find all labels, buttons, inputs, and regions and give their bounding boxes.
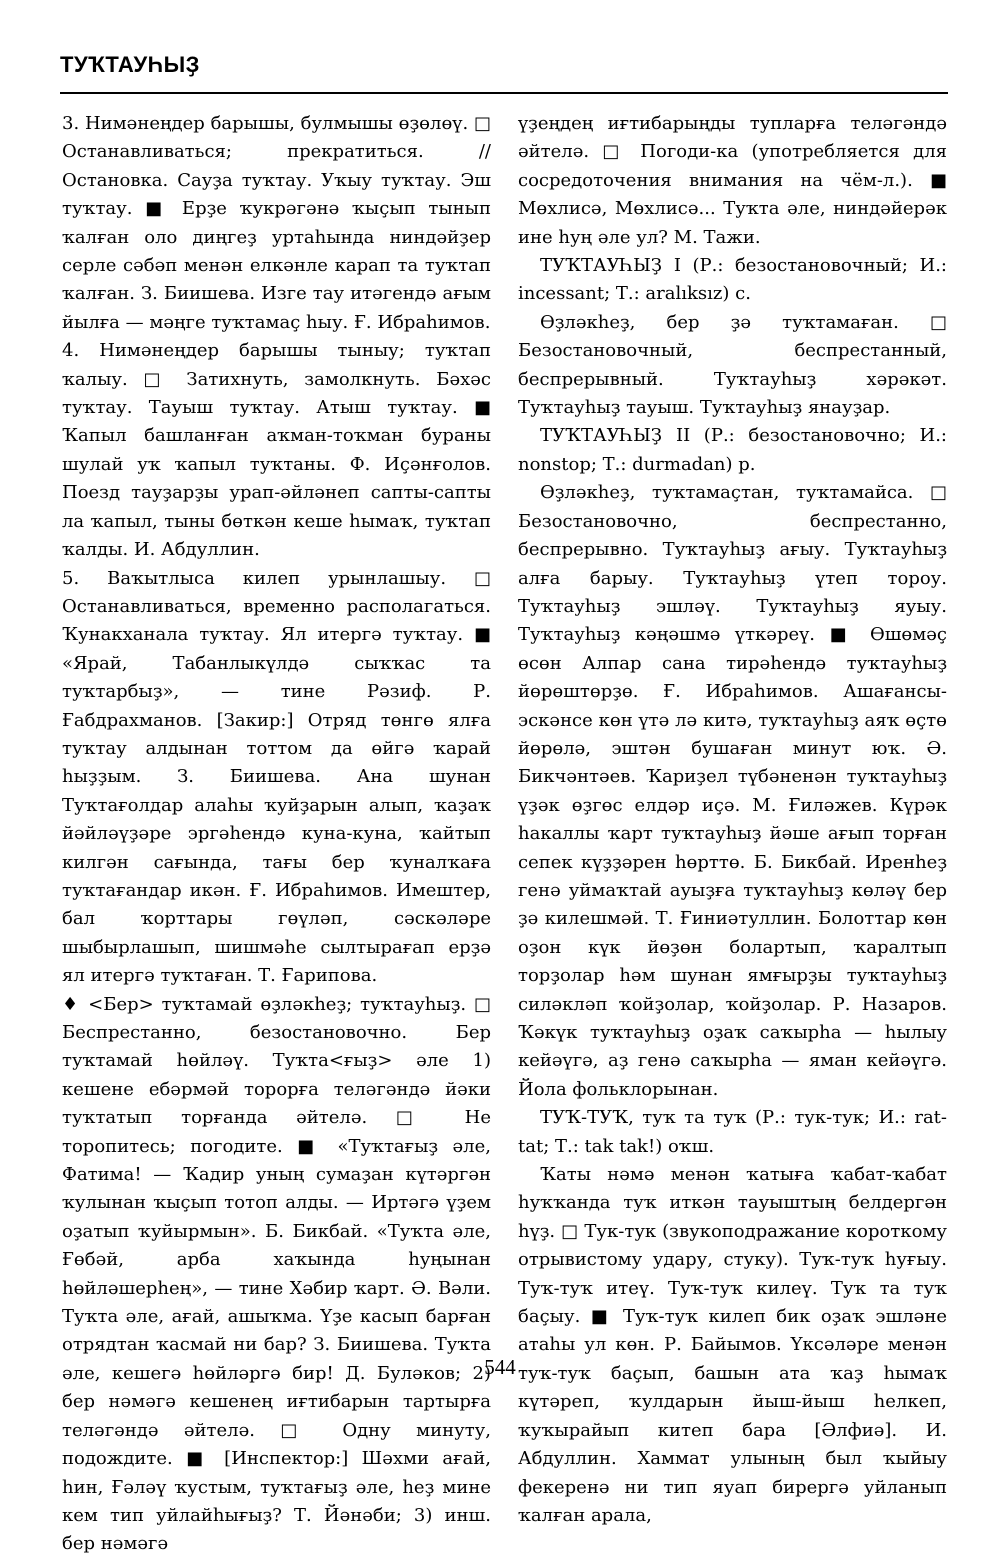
header-rule: [60, 92, 948, 94]
headword-entry: ТУҠ-ТУҠ, туҡ та туҡ (Р.: тук-тук; И.: rat-tat; Т.: tak tak!) оҡш.: [518, 1107, 947, 1157]
entry-paragraph: Өҙләкһеҙ, туҡтамаҫтан, туҡтамайса. □ Безостановочно, беспрестанно, беспрерывно. Туҡтауһыҙ ағыу. Туҡтауһыҙ алға барыу. Туҡтауһыҙ үтеп тороу. Туҡтауһыҙ эшләү. Туҡтауһыҙ яуыу. Туҡтауһыҙ кәңәшмә үткәреү. ■ Өшөмәҫ өсөн Алпар сана тирәһендә туҡтауһыҙ йөрөштөрҙө. Ғ. Ибраһимов. Ашағансы-эскәнсе көн үтә лә китә, туҡтауһыҙ аяҡ өҫтө йөрөлә, эштән бушаған минут юҡ. Ә. Бикчәнтәев. Ҡариҙел түбәненән туҡтауһыҙ үҙәк өҙгөс елдәр иҫә. М. Ғиләжев. Күрәк һакаллы ҡарт туҡтауһыҙ йәше ағып торған сепек күҙҙәрен һөрттө. Б. Бикбай. Иренһеҙ генә уймаҡтай ауыҙға туҡтауһыҙ көләү бер ҙә килешмәй. Т. Ғиниәтуллин. Болоттар көн оҙон күк йөҙөн болартып, ҡаралтып торҙолар һәм шунан ямғырҙы туҡтауһыҙ силәкләп ҡойҙолар, ҡойҙолар. Р. Назаров. Ҡәкүк туҡтауһыҙ оҙаҡ саҡырһа — һылыу кейәүгә, аҙ генә саҡырһа — яман кейәүгә. Йола фольклорынан.: [518, 482, 947, 1100]
entry-paragraph: 4. Нимәнеңдер барышы тыныу; туҡтап ҡалыу. □ Затихнуть, замолкнуть. Бәхәс туҡтау. Тауыш туҡтау. Атыш туҡтау. ■ Ҡапыл башланған аҡман-тоҡман бураны шулай уҡ ҡапыл туҡтаны. Ф. Иҫәнғолов. Поезд тауҙарҙы урап-әйләнеп сапты-сапты ла ҡапыл, тыны бөткән кеше һымаҡ, туҡтап ҡалды. И. Абдуллин.: [62, 340, 491, 561]
entry-paragraph: Ҡаты нәмә менән ҡатыға ҡабат-ҡабат һуҡҡанда туҡ иткән тауыштың белдергән һүҙ. □ Тук-тук (звукоподражание короткому отрывистому удару, стуку). Туҡ-туҡ һуғыу. Туҡ-туҡ итеү. Туҡ-туҡ килеү. Туҡ та туҡ баҫыу. ■ Туҡ-туҡ килеп бик оҙаҡ эшләне атаһы ул көн. Р. Байымов. Үксәләре менән туҡ-туҡ баҫып, башын ата ҡаҙ һымаҡ күтәреп, ҡулдарын йыш-йыш һелкеп, ҡуҡырайып китеп бара [Әлфиә]. И. Абдуллин. Хаммат улының был ҡыйыу фекеренә ни тип яуап бирергә уйланып ҡалған арала,: [518, 1164, 947, 1526]
entry-paragraph: үҙеңдең иғтибарыңды тупларға теләгәндә әйтелә. □ Погоди-ка (употребляется для сосредоточения внимания на чём-л.). ■ Мөхлисә, Мөхлисә... Туҡта әле, ниндәйерәк ине һуң әле ул? М. Тажи.: [518, 113, 947, 248]
entry-paragraph: Өҙләкһеҙ, бер ҙә туҡтамаған. □ Безостановочный, беспрестанный, беспрерывный. Туҡтауһыҙ хәрәкәт. Туҡтауһыҙ тауыш. Туҡтауһыҙ янауҙар.: [518, 311, 947, 419]
entry-paragraph: 3. Нимәнеңдер барышы, булмышы өҙөлөү. □ Останавливаться; прекратиться. // Остановка. Сауҙа туҡтау. Уҡыу туҡтау. Эш туҡтау. ■ Ерҙе ҡукрәгәнә ҡыҫып тынып ҡалған оло диңгеҙ уртаһында ниндәйҙер серле сәбәп менән елкәнле карап та туҡтап ҡалған. З. Биишева. Изге тау итәгендә ағым йылға — мәңге туҡтамаҫ һыу. Ғ. Ибраһимов.: [62, 113, 491, 333]
running-head: ТУҠТАУҺЫҘ: [60, 52, 200, 77]
right-column: [518, 110, 947, 1530]
entry-paragraph: 5. Ваҡытлыса килеп урынлашыу. □ Останавливаться, временно располагаться. Ҡунакханала туҡтау. Ял итергә туҡтау. ■ «Ярай, Табанлыкүлдә сыҡҡас та туҡтарбыҙ», — тине Рәзиф. Р. Ғабдрахманов. [Закир:] Отряд төнгө ялға туҡтау алдынан тоттом да өйгә ҡарай һыҙҙым. З. Биишева. Ана шунан Туҡтағолдар алаһы ҡуйҙарын алып, ҡаҙаҡ йәйләүҙәре эргәһендә куна-куна, ҡайтып килгән сағында, тағы бер ҡуналҡаға туҡтағандар икән. Ғ. Ибраһимов. Имештер, бал ҡорттары гөүләп, сәскәләре шыбырлашып, шишмәһе сылтырағап ерҙә ял итергә туҡтаған. Т. Ғарипова.: [62, 567, 491, 987]
entry-paragraph: ♦ <Бер> туҡтамай өҙләкһеҙ; туҡтауһыҙ. □ Беспрестанно, безостановочно. Бер туҡтамай һөйләү. Туҡта<ғыҙ> әле 1) кешене ебәрмәй торорға теләгәндә йәки туҡтатып торғанда әйтелә. □ Не торопитесь; погодите. ■ «Туҡтағыҙ әле, Фатима! — Ҡадир уның сумаҙан күтәргән ҡулынан ҡыҫып тотоп алды. — Иртәгә үҙем оҙатып ҡуйырмын». Б. Бикбай. «Туҡта әле, Ғөбәй, арба хаҡында һуңынан һөйләшерһең», — тине Хәбир ҡарт. Ә. Вәли. Туҡта әле, ағай, ашыҡма. Үҙе касып барған отрядтан ҡасмай ни бар? З. Биишева. Туҡта әле, кешегә һөйләргә бир! Д. Буләков; 2) бер нәмәгә кешенең иғтибарын тартырға теләгәндә әйтелә. □ Одну минуту, подождите. ■ [Инспектор:] Шәхми ағай, һин, Ғәләү ҡустым, туҡтағыҙ әле, һеҙ мине кем тип уйлайһығыҙ? Т. Йәнәби; 3) инш. бер нәмәгә: [62, 993, 491, 1555]
page-number: 544: [484, 1355, 516, 1379]
headword-entry: ТУҠТАУҺЫҘ II (Р.: безостановочно; И.: nonstop; Т.: durmadan) р.: [518, 425, 947, 475]
left-column: [62, 110, 491, 1559]
headword-entry: ТУҠТАУҺЫҘ I (Р.: безостановочный; И.: incessant; Т.: aralıksız) с.: [518, 255, 947, 305]
